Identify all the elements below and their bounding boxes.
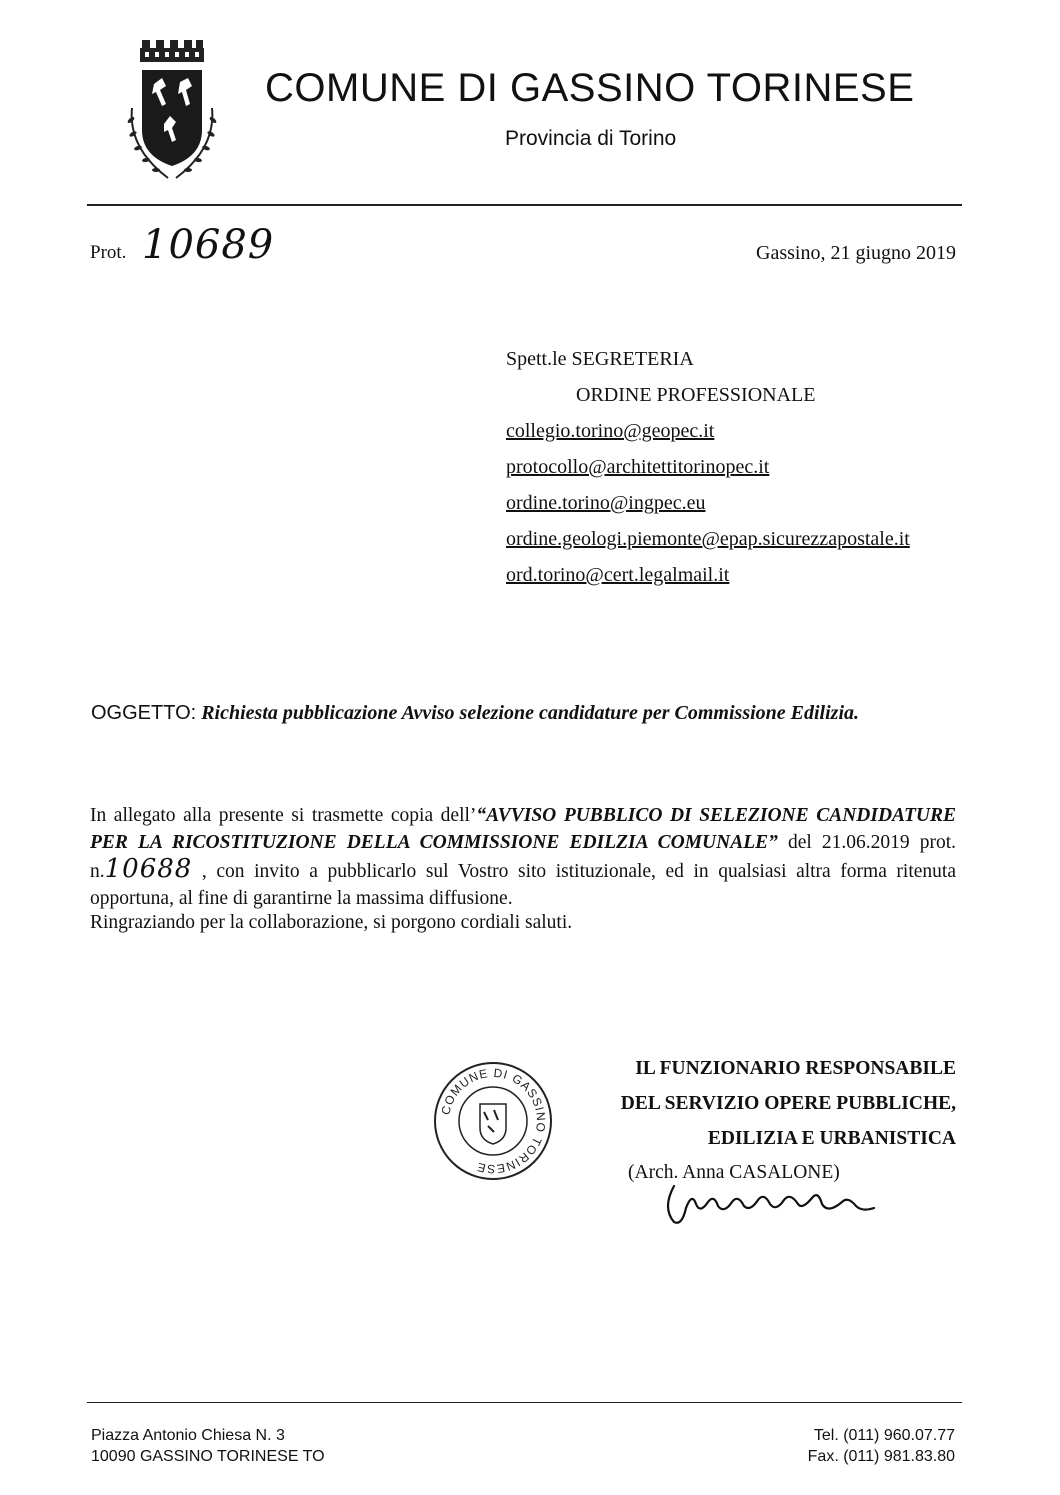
footer-address-line1: Piazza Antonio Chiesa N. 3	[91, 1427, 285, 1444]
recipient-email[interactable]: ordine.geologi.piemonte@epap.sicurezzapostale.it	[506, 528, 910, 550]
svg-text:COMUNE DI GASSINO TORINESE: COMUNE DI GASSINO TORINESE	[438, 1065, 549, 1177]
footer-divider	[87, 1402, 962, 1403]
subject-text: Richiesta pubblicazione Avviso selezione candidature per Commissione Edilizia.	[201, 702, 860, 724]
recipient-email[interactable]: collegio.torino@geopec.it	[506, 420, 715, 442]
body-date-text: del 21.06.2019 prot. n.	[90, 832, 956, 882]
signatory-name: (Arch. Anna CASALONE)	[628, 1162, 840, 1183]
subject-line	[91, 702, 859, 725]
handwritten-protocol-ref: 10688	[104, 854, 193, 884]
body-request-text: , con invito a pubblicarlo sul Vostro sito istituzionale, ed in qualsiasi altra forma ritenuta opportuna, al fine di garantirne la massima diffusione.	[90, 861, 956, 909]
place-date: Gassino, 21 giugno 2019	[756, 242, 956, 264]
municipality-title: COMUNE DI GASSINO TORINESE	[265, 66, 915, 110]
handwritten-signature	[652, 1178, 882, 1228]
municipal-crest-logo	[118, 38, 226, 188]
official-stamp	[432, 1060, 554, 1182]
body-intro-text: In allegato alla presente si trasmette copia dell’	[90, 805, 477, 826]
footer-telephone: Tel. (011) 960.07.77	[813, 1427, 955, 1444]
signatory-role-line1: IL FUNZIONARIO RESPONSABILE	[635, 1058, 956, 1079]
header-divider	[87, 204, 962, 206]
signatory-title-block	[540, 1054, 956, 1159]
footer-fax: Fax. (011) 981.83.80	[807, 1448, 955, 1465]
recipient-email[interactable]: ordine.torino@ingpec.eu	[506, 492, 706, 514]
recipient-block	[506, 345, 910, 597]
subject-label: OGGETTO:	[91, 702, 197, 724]
signatory-role-line3: EDILIZIA E URBANISTICA	[707, 1128, 956, 1149]
footer-address-line2: 10090 GASSINO TORINESE TO	[91, 1448, 325, 1465]
closing-greeting: Ringraziando per la collaborazione, si porgono cordiali saluti.	[90, 912, 573, 933]
recipient-email[interactable]: ord.torino@cert.legalmail.it	[506, 564, 730, 586]
recipient-organization: ORDINE PROFESSIONALE	[576, 384, 816, 406]
protocol-label: Prot.	[90, 242, 127, 263]
body-paragraph	[90, 802, 956, 912]
protocol-number-handwritten: 10689	[142, 222, 275, 268]
recipient-salutation: Spett.le SEGRETERIA	[506, 348, 694, 370]
province-subtitle: Provincia di Torino	[505, 127, 677, 150]
signatory-role-line2: DEL SERVIZIO OPERE PUBBLICHE,	[620, 1093, 956, 1114]
recipient-email[interactable]: protocollo@architettitorinopec.it	[506, 456, 770, 478]
notice-title: “AVVISO PUBBLICO DI SELEZIONE CANDIDATURE PER LA RICOSTITUZIONE DELLA COMMISSIONE EDILZIA COMUNALE”	[90, 805, 956, 853]
